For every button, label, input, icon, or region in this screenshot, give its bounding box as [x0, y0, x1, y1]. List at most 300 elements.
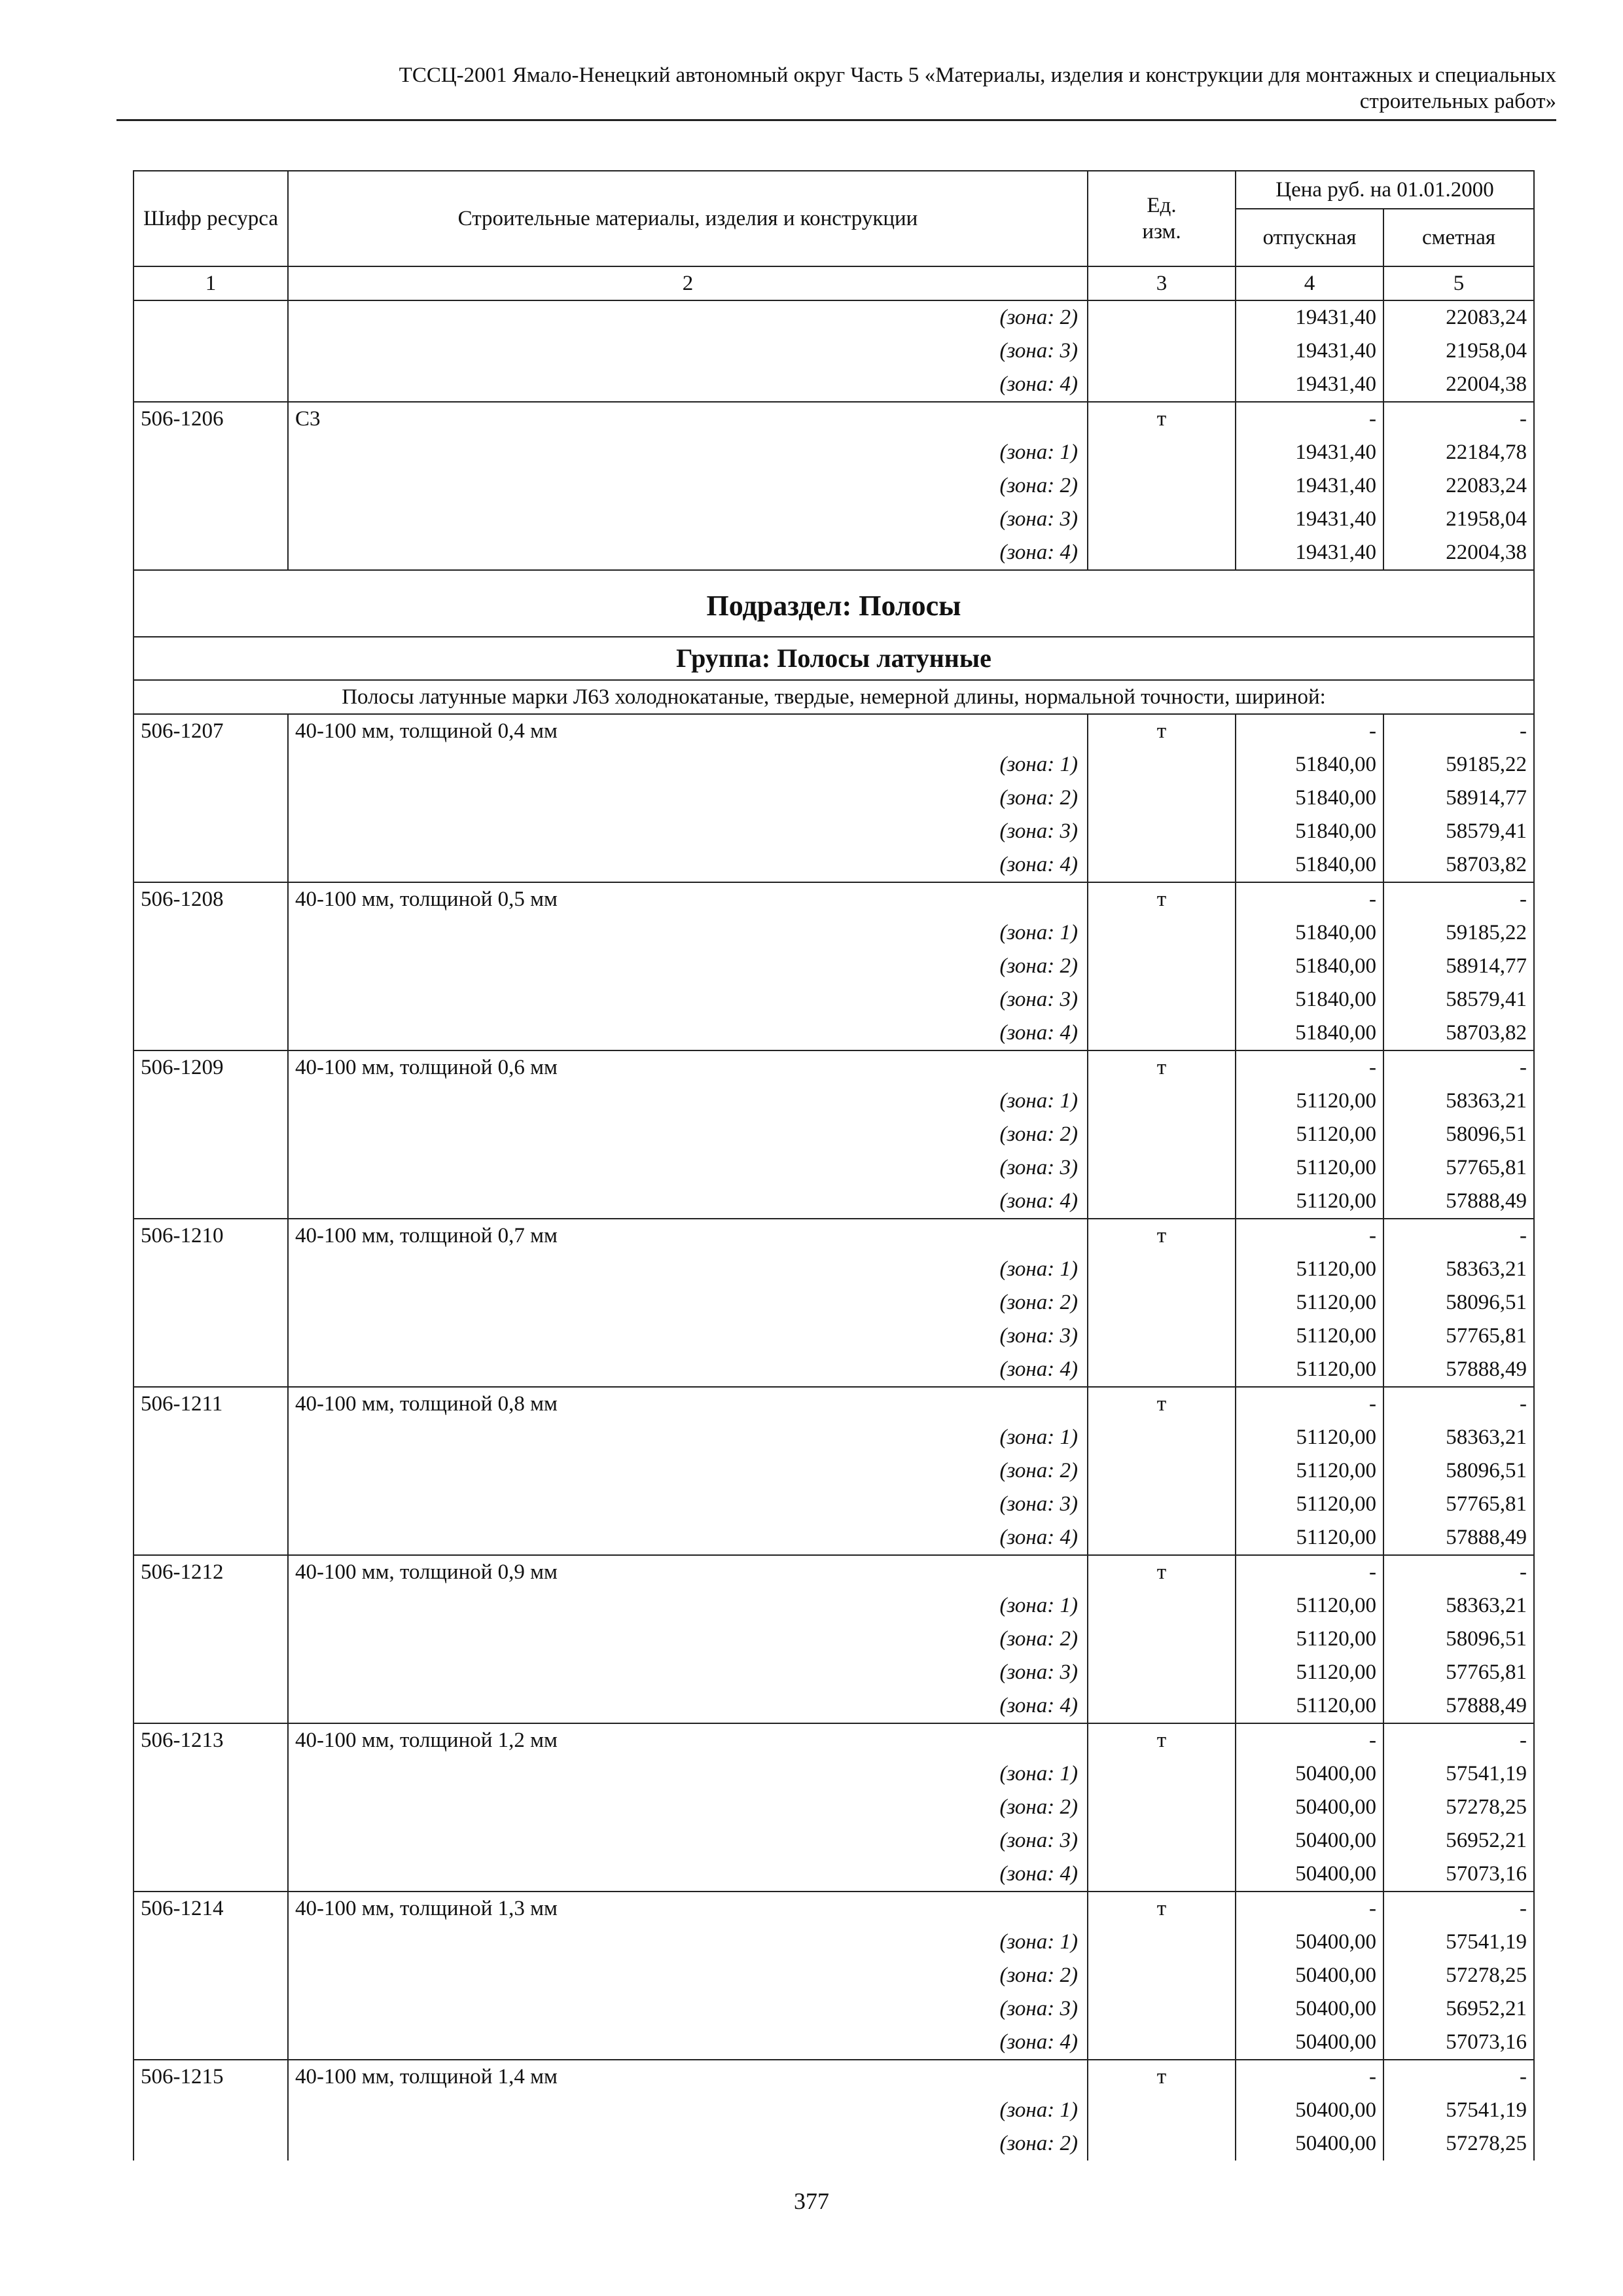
header-code: Шифр ресурса	[134, 171, 288, 266]
release-price-cell: -	[1236, 1555, 1383, 1589]
resource-code-cell	[134, 848, 288, 882]
estimate-price-cell: 58703,82	[1383, 848, 1534, 882]
table-row	[134, 2094, 1534, 2127]
resource-code-cell	[134, 748, 288, 781]
table-row	[134, 1689, 1534, 1723]
table-row	[134, 916, 1534, 950]
resource-code-cell: 506-1210	[134, 1219, 288, 1253]
table-row	[134, 334, 1534, 368]
resource-code-cell	[134, 436, 288, 469]
material-name-cell: 40-100 мм, толщиной 0,5 мм	[288, 882, 1088, 916]
release-price-cell: 51120,00	[1236, 1689, 1383, 1723]
resource-code-cell	[134, 1589, 288, 1623]
estimate-price-cell: 57073,16	[1383, 2026, 1534, 2060]
material-name-cell: С3	[288, 402, 1088, 436]
release-price-cell: 51120,00	[1236, 1589, 1383, 1623]
zone-label-cell: (зона: 3)	[288, 815, 1088, 848]
estimate-price-cell: -	[1383, 1219, 1534, 1253]
resource-code-cell	[134, 1857, 288, 1892]
zone-label-cell: (зона: 4)	[288, 368, 1088, 402]
price-table	[133, 170, 1535, 2161]
release-price-cell: 50400,00	[1236, 2127, 1383, 2161]
release-price-cell: 19431,40	[1236, 436, 1383, 469]
unit-cell	[1088, 1757, 1236, 1791]
price-table-body	[134, 171, 1534, 2161]
release-price-cell: 50400,00	[1236, 1926, 1383, 1959]
release-price-cell: 51120,00	[1236, 1488, 1383, 1521]
material-name-cell: 40-100 мм, толщиной 0,6 мм	[288, 1050, 1088, 1085]
table-row	[134, 1118, 1534, 1151]
zone-label-cell: (зона: 1)	[288, 916, 1088, 950]
release-price-cell: -	[1236, 1219, 1383, 1253]
resource-code-cell: 506-1211	[134, 1387, 288, 1421]
table-row	[134, 815, 1534, 848]
zone-label-cell: (зона: 2)	[288, 469, 1088, 503]
estimate-price-cell: -	[1383, 882, 1534, 916]
estimate-price-cell: 22083,24	[1383, 469, 1534, 503]
zone-label-cell: (зона: 1)	[288, 1926, 1088, 1959]
unit-cell	[1088, 1118, 1236, 1151]
zone-label-cell: (зона: 1)	[288, 1589, 1088, 1623]
resource-code-cell	[134, 536, 288, 570]
resource-code-cell	[134, 1689, 288, 1723]
running-header	[116, 62, 1556, 115]
resource-code-cell	[134, 1623, 288, 1656]
resource-code-cell: 506-1208	[134, 882, 288, 916]
zone-label-cell: (зона: 1)	[288, 436, 1088, 469]
table-row	[134, 1791, 1534, 1824]
zone-label-cell: (зона: 3)	[288, 1319, 1088, 1353]
page-number: 377	[794, 2188, 829, 2214]
table-row	[134, 1757, 1534, 1791]
unit-cell	[1088, 1689, 1236, 1723]
estimate-price-cell: 57541,19	[1383, 1757, 1534, 1791]
subsection-title: Подраздел: Полосы	[134, 570, 1534, 637]
estimate-price-cell: -	[1383, 1723, 1534, 1757]
unit-cell	[1088, 1824, 1236, 1857]
release-price-cell: 51120,00	[1236, 1353, 1383, 1387]
unit-cell	[1088, 748, 1236, 781]
resource-code-cell	[134, 1151, 288, 1185]
resource-code-cell	[134, 815, 288, 848]
unit-cell	[1088, 1421, 1236, 1454]
table-row	[134, 1454, 1534, 1488]
estimate-price-cell: -	[1383, 714, 1534, 748]
estimate-price-cell: 58096,51	[1383, 1286, 1534, 1319]
material-name-cell: 40-100 мм, толщиной 0,7 мм	[288, 1219, 1088, 1253]
release-price-cell: 19431,40	[1236, 368, 1383, 402]
release-price-cell: 50400,00	[1236, 1791, 1383, 1824]
resource-code-cell	[134, 1791, 288, 1824]
release-price-cell: 51840,00	[1236, 848, 1383, 882]
estimate-price-cell: 57765,81	[1383, 1656, 1534, 1689]
estimate-price-cell: 22083,24	[1383, 300, 1534, 334]
unit-cell: т	[1088, 2060, 1236, 2094]
resource-code-cell	[134, 1757, 288, 1791]
resource-code-cell	[134, 2026, 288, 2060]
release-price-cell: 51840,00	[1236, 781, 1383, 815]
resource-code-cell	[134, 300, 288, 334]
zone-label-cell: (зона: 2)	[288, 950, 1088, 983]
column-number-1: 1	[134, 266, 288, 300]
resource-code-cell	[134, 1992, 288, 2026]
resource-code-cell	[134, 983, 288, 1016]
resource-code-cell	[134, 1118, 288, 1151]
estimate-price-cell: 57888,49	[1383, 1689, 1534, 1723]
unit-cell	[1088, 1286, 1236, 1319]
header-price-group: Цена руб. на 01.01.2000	[1236, 171, 1534, 209]
column-number-5: 5	[1383, 266, 1534, 300]
unit-cell	[1088, 1454, 1236, 1488]
resource-code-cell: 506-1214	[134, 1892, 288, 1926]
zone-label-cell: (зона: 1)	[288, 748, 1088, 781]
unit-cell: т	[1088, 1892, 1236, 1926]
table-row	[134, 950, 1534, 983]
resource-code-cell	[134, 2094, 288, 2127]
material-name-cell: 40-100 мм, толщиной 1,3 мм	[288, 1892, 1088, 1926]
release-price-cell: 19431,40	[1236, 334, 1383, 368]
column-numbers-row	[134, 266, 1534, 300]
zone-label-cell: (зона: 1)	[288, 1085, 1088, 1118]
release-price-cell: 51840,00	[1236, 916, 1383, 950]
release-price-cell: 50400,00	[1236, 1757, 1383, 1791]
estimate-price-cell: -	[1383, 402, 1534, 436]
unit-cell: т	[1088, 1219, 1236, 1253]
group-title: Группа: Полосы латунные	[134, 637, 1534, 680]
resource-code-cell: 506-1207	[134, 714, 288, 748]
release-price-cell: 19431,40	[1236, 536, 1383, 570]
estimate-price-cell: 57073,16	[1383, 1857, 1534, 1892]
release-price-cell: 51840,00	[1236, 950, 1383, 983]
table-row	[134, 1857, 1534, 1892]
group-title-row	[134, 637, 1534, 680]
release-price-cell: 50400,00	[1236, 2026, 1383, 2060]
estimate-price-cell: 58363,21	[1383, 1085, 1534, 1118]
zone-label-cell: (зона: 2)	[288, 1791, 1088, 1824]
estimate-price-cell: 58579,41	[1383, 983, 1534, 1016]
table-row	[134, 2127, 1534, 2161]
resource-code-cell	[134, 1286, 288, 1319]
column-number-3: 3	[1088, 266, 1236, 300]
unit-cell: т	[1088, 1723, 1236, 1757]
release-price-cell: 51120,00	[1236, 1319, 1383, 1353]
estimate-price-cell: 22004,38	[1383, 536, 1534, 570]
resource-code-cell	[134, 950, 288, 983]
resource-code-cell	[134, 1824, 288, 1857]
table-header-row	[134, 171, 1534, 209]
table-row	[134, 1353, 1534, 1387]
estimate-price-cell: 22004,38	[1383, 368, 1534, 402]
resource-code-cell	[134, 2127, 288, 2161]
estimate-price-cell: 58579,41	[1383, 815, 1534, 848]
zone-label-cell: (зона: 4)	[288, 1016, 1088, 1050]
unit-cell: т	[1088, 1555, 1236, 1589]
running-header-line-2: строительных работ»	[1359, 90, 1556, 113]
zone-label-cell: (зона: 2)	[288, 1286, 1088, 1319]
material-name-cell: 40-100 мм, толщиной 1,4 мм	[288, 2060, 1088, 2094]
resource-code-cell	[134, 1926, 288, 1959]
header-unit: Ед. изм.	[1088, 171, 1236, 266]
resource-code-cell	[134, 1521, 288, 1555]
column-number-2: 2	[288, 266, 1088, 300]
estimate-price-cell: 57765,81	[1383, 1488, 1534, 1521]
table-row	[134, 1219, 1534, 1253]
estimate-price-cell: 57541,19	[1383, 2094, 1534, 2127]
zone-label-cell: (зона: 3)	[288, 334, 1088, 368]
unit-cell	[1088, 1253, 1236, 1286]
zone-label-cell: (зона: 2)	[288, 1623, 1088, 1656]
unit-cell	[1088, 536, 1236, 570]
table-row	[134, 2060, 1534, 2094]
estimate-price-cell: 57765,81	[1383, 1151, 1534, 1185]
resource-code-cell: 506-1215	[134, 2060, 288, 2094]
header-rule	[116, 119, 1556, 121]
unit-cell	[1088, 815, 1236, 848]
table-row	[134, 1623, 1534, 1656]
release-price-cell: 50400,00	[1236, 1959, 1383, 1992]
zone-label-cell: (зона: 1)	[288, 1253, 1088, 1286]
unit-cell	[1088, 848, 1236, 882]
unit-cell	[1088, 2094, 1236, 2127]
zone-label-cell: (зона: 3)	[288, 1488, 1088, 1521]
resource-code-cell	[134, 1319, 288, 1353]
estimate-price-cell: -	[1383, 1050, 1534, 1085]
zone-label-cell: (зона: 4)	[288, 2026, 1088, 2060]
unit-cell	[1088, 1623, 1236, 1656]
estimate-price-cell: 56952,21	[1383, 1824, 1534, 1857]
unit-cell: т	[1088, 1050, 1236, 1085]
running-header-line-1: ТССЦ-2001 Ямало-Ненецкий автономный округ Часть 5 «Материалы, изделия и конструкции для монтажных и специальных	[399, 63, 1556, 87]
release-price-cell: 51840,00	[1236, 815, 1383, 848]
release-price-cell: 51120,00	[1236, 1623, 1383, 1656]
resource-code-cell	[134, 1085, 288, 1118]
resource-code-cell	[134, 1454, 288, 1488]
resource-code-cell	[134, 1488, 288, 1521]
material-name-cell: 40-100 мм, толщиной 0,8 мм	[288, 1387, 1088, 1421]
unit-cell	[1088, 334, 1236, 368]
release-price-cell: 50400,00	[1236, 1824, 1383, 1857]
release-price-cell: 51840,00	[1236, 983, 1383, 1016]
release-price-cell: 51120,00	[1236, 1185, 1383, 1219]
estimate-price-cell: 58703,82	[1383, 1016, 1534, 1050]
material-name-cell: 40-100 мм, толщиной 0,9 мм	[288, 1555, 1088, 1589]
release-price-cell: -	[1236, 1892, 1383, 1926]
resource-code-cell: 506-1209	[134, 1050, 288, 1085]
table-row	[134, 1656, 1534, 1689]
estimate-price-cell: 21958,04	[1383, 503, 1534, 536]
zone-label-cell: (зона: 3)	[288, 1151, 1088, 1185]
header-price-estimate: сметная	[1383, 209, 1534, 266]
table-row	[134, 368, 1534, 402]
release-price-cell: 51120,00	[1236, 1521, 1383, 1555]
resource-code-cell	[134, 503, 288, 536]
estimate-price-cell: 56952,21	[1383, 1992, 1534, 2026]
table-row	[134, 536, 1534, 570]
estimate-price-cell: 58914,77	[1383, 950, 1534, 983]
unit-cell	[1088, 436, 1236, 469]
release-price-cell: -	[1236, 2060, 1383, 2094]
unit-cell	[1088, 916, 1236, 950]
estimate-price-cell: 59185,22	[1383, 748, 1534, 781]
release-price-cell: -	[1236, 882, 1383, 916]
release-price-cell: 50400,00	[1236, 1992, 1383, 2026]
estimate-price-cell: 58096,51	[1383, 1118, 1534, 1151]
table-row	[134, 1589, 1534, 1623]
estimate-price-cell: 22184,78	[1383, 436, 1534, 469]
release-price-cell: -	[1236, 402, 1383, 436]
resource-code-cell	[134, 1016, 288, 1050]
group-description: Полосы латунные марки Л63 холоднокатаные, твердые, немерной длины, нормальной точности, шириной:	[134, 680, 1534, 714]
zone-label-cell: (зона: 2)	[288, 300, 1088, 334]
unit-cell	[1088, 950, 1236, 983]
resource-code-cell	[134, 368, 288, 402]
table-row	[134, 1555, 1534, 1589]
estimate-price-cell: 57888,49	[1383, 1185, 1534, 1219]
zone-label-cell: (зона: 2)	[288, 1454, 1088, 1488]
unit-cell	[1088, 503, 1236, 536]
estimate-price-cell: 58096,51	[1383, 1454, 1534, 1488]
table-row	[134, 1085, 1534, 1118]
estimate-price-cell: 58096,51	[1383, 1623, 1534, 1656]
unit-cell	[1088, 469, 1236, 503]
table-row	[134, 1992, 1534, 2026]
table-row	[134, 1892, 1534, 1926]
table-row	[134, 436, 1534, 469]
estimate-price-cell: 58914,77	[1383, 781, 1534, 815]
unit-cell	[1088, 1959, 1236, 1992]
table-row	[134, 469, 1534, 503]
unit-cell	[1088, 1589, 1236, 1623]
zone-label-cell: (зона: 1)	[288, 1757, 1088, 1791]
estimate-price-cell: 57541,19	[1383, 1926, 1534, 1959]
zone-label-cell: (зона: 1)	[288, 2094, 1088, 2127]
unit-cell: т	[1088, 402, 1236, 436]
release-price-cell: 51120,00	[1236, 1421, 1383, 1454]
material-name-cell: 40-100 мм, толщиной 1,2 мм	[288, 1723, 1088, 1757]
estimate-price-cell: 57765,81	[1383, 1319, 1534, 1353]
release-price-cell: 51120,00	[1236, 1454, 1383, 1488]
estimate-price-cell: 59185,22	[1383, 916, 1534, 950]
estimate-price-cell: 57278,25	[1383, 1791, 1534, 1824]
unit-cell	[1088, 2127, 1236, 2161]
estimate-price-cell: -	[1383, 1892, 1534, 1926]
release-price-cell: 51120,00	[1236, 1085, 1383, 1118]
release-price-cell: 50400,00	[1236, 2094, 1383, 2127]
unit-cell: т	[1088, 1387, 1236, 1421]
unit-cell	[1088, 1185, 1236, 1219]
release-price-cell: 51120,00	[1236, 1151, 1383, 1185]
resource-code-cell	[134, 1959, 288, 1992]
table-row	[134, 1050, 1534, 1085]
resource-code-cell: 506-1212	[134, 1555, 288, 1589]
estimate-price-cell: 58363,21	[1383, 1253, 1534, 1286]
zone-label-cell: (зона: 3)	[288, 1992, 1088, 2026]
estimate-price-cell: 58363,21	[1383, 1421, 1534, 1454]
unit-cell	[1088, 1085, 1236, 1118]
table-row	[134, 1488, 1534, 1521]
release-price-cell: 19431,40	[1236, 469, 1383, 503]
table-row	[134, 1151, 1534, 1185]
zone-label-cell: (зона: 4)	[288, 1689, 1088, 1723]
unit-cell	[1088, 2026, 1236, 2060]
resource-code-cell	[134, 1353, 288, 1387]
unit-cell	[1088, 300, 1236, 334]
resource-code-cell	[134, 1185, 288, 1219]
table-row	[134, 1387, 1534, 1421]
table-row	[134, 1286, 1534, 1319]
release-price-cell: 51120,00	[1236, 1286, 1383, 1319]
table-row	[134, 1253, 1534, 1286]
unit-cell	[1088, 1521, 1236, 1555]
table-row	[134, 983, 1534, 1016]
estimate-price-cell: 57888,49	[1383, 1353, 1534, 1387]
zone-label-cell: (зона: 3)	[288, 503, 1088, 536]
subsection-title-row	[134, 570, 1534, 637]
unit-cell	[1088, 983, 1236, 1016]
zone-label-cell: (зона: 4)	[288, 848, 1088, 882]
estimate-price-cell: 58363,21	[1383, 1589, 1534, 1623]
resource-code-cell	[134, 469, 288, 503]
table-row	[134, 503, 1534, 536]
release-price-cell: 51120,00	[1236, 1656, 1383, 1689]
table-row	[134, 1521, 1534, 1555]
estimate-price-cell: -	[1383, 1387, 1534, 1421]
unit-cell	[1088, 1791, 1236, 1824]
zone-label-cell: (зона: 2)	[288, 1959, 1088, 1992]
unit-cell	[1088, 1488, 1236, 1521]
zone-label-cell: (зона: 2)	[288, 1118, 1088, 1151]
zone-label-cell: (зона: 3)	[288, 1824, 1088, 1857]
unit-cell	[1088, 1353, 1236, 1387]
table-row	[134, 1421, 1534, 1454]
resource-code-cell	[134, 1656, 288, 1689]
group-description-row	[134, 680, 1534, 714]
unit-cell	[1088, 1319, 1236, 1353]
resource-code-cell	[134, 334, 288, 368]
resource-code-cell: 506-1206	[134, 402, 288, 436]
table-row	[134, 1824, 1534, 1857]
resource-code-cell	[134, 916, 288, 950]
header-price-release: отпускная	[1236, 209, 1383, 266]
zone-label-cell: (зона: 2)	[288, 781, 1088, 815]
table-row	[134, 848, 1534, 882]
release-price-cell: -	[1236, 1387, 1383, 1421]
zone-label-cell: (зона: 4)	[288, 536, 1088, 570]
unit-cell	[1088, 1656, 1236, 1689]
zone-label-cell: (зона: 1)	[288, 1421, 1088, 1454]
header-name: Строительные материалы, изделия и конструкции	[288, 171, 1088, 266]
material-name-cell: 40-100 мм, толщиной 0,4 мм	[288, 714, 1088, 748]
table-row	[134, 1016, 1534, 1050]
zone-label-cell: (зона: 2)	[288, 2127, 1088, 2161]
zone-label-cell: (зона: 3)	[288, 983, 1088, 1016]
zone-label-cell: (зона: 4)	[288, 1185, 1088, 1219]
resource-code-cell: 506-1213	[134, 1723, 288, 1757]
release-price-cell: 51840,00	[1236, 1016, 1383, 1050]
unit-cell	[1088, 1926, 1236, 1959]
table-row	[134, 714, 1534, 748]
release-price-cell: 51120,00	[1236, 1118, 1383, 1151]
zone-label-cell: (зона: 3)	[288, 1656, 1088, 1689]
zone-label-cell: (зона: 4)	[288, 1521, 1088, 1555]
table-row	[134, 748, 1534, 781]
table-row	[134, 1959, 1534, 1992]
table-row	[134, 402, 1534, 436]
zone-label-cell: (зона: 4)	[288, 1353, 1088, 1387]
estimate-price-cell: 57278,25	[1383, 2127, 1534, 2161]
zone-label-cell: (зона: 4)	[288, 1857, 1088, 1892]
unit-cell	[1088, 781, 1236, 815]
